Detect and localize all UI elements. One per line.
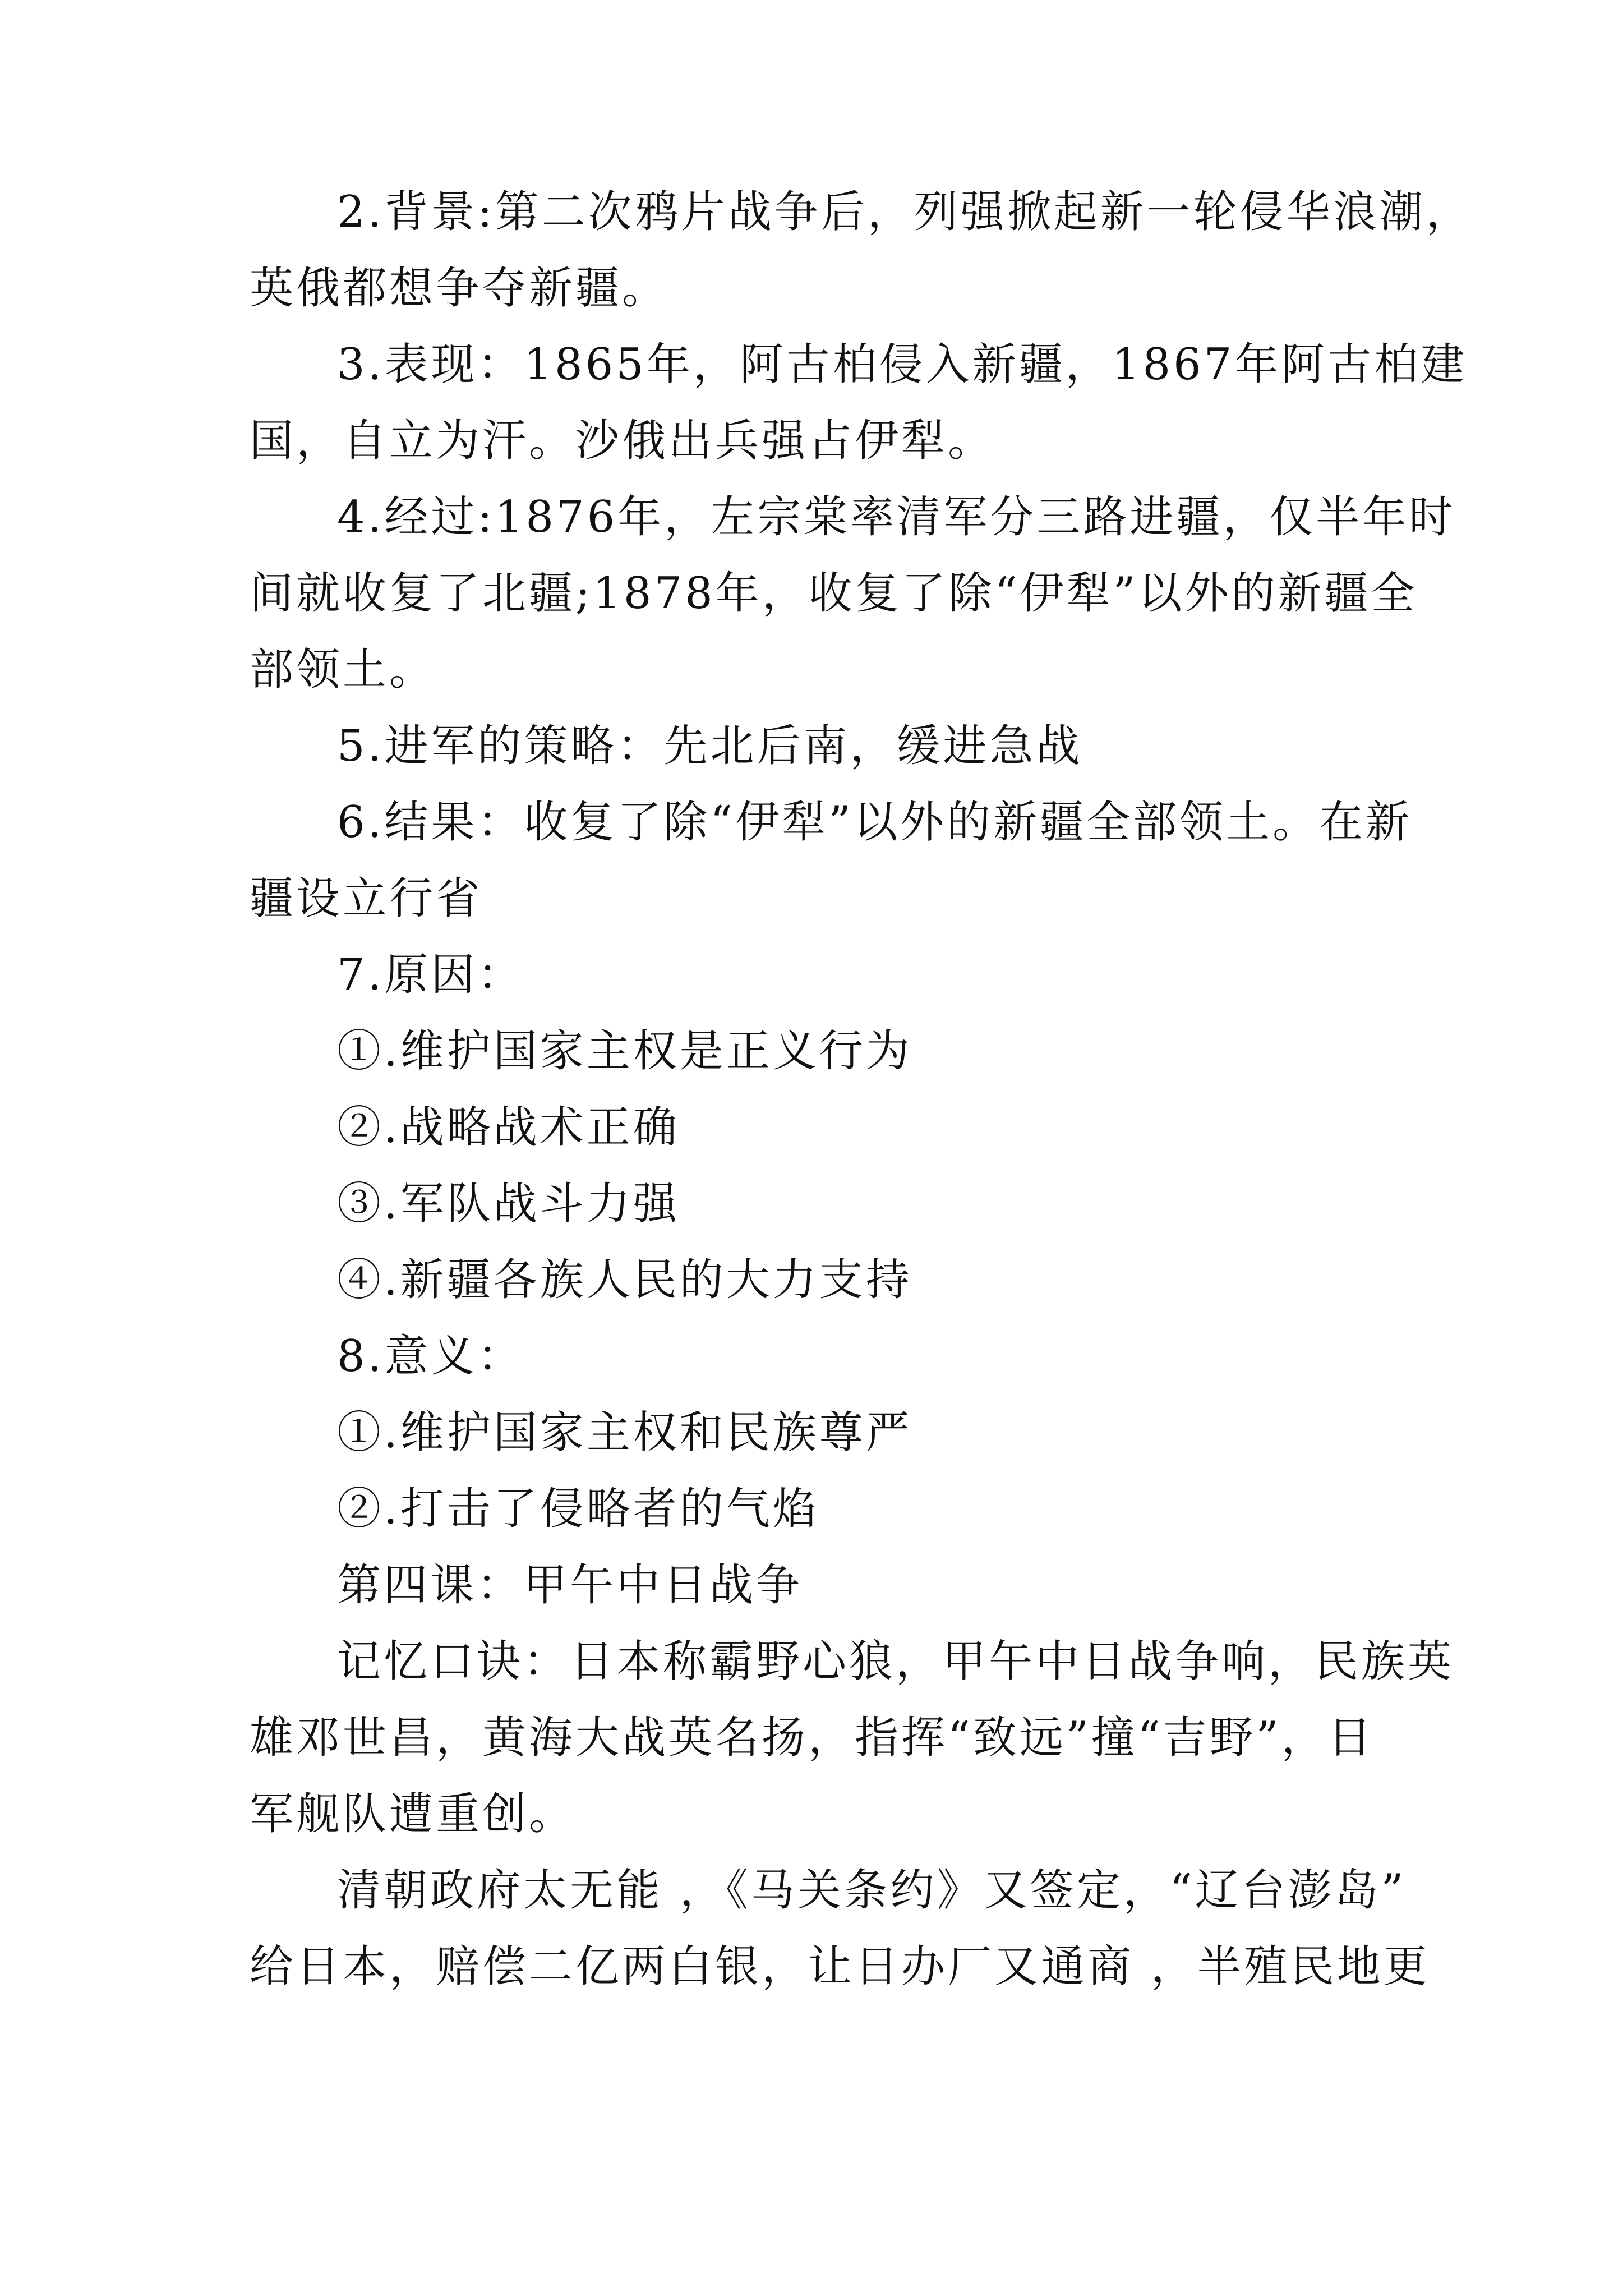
text-line: 5.进军的策略：先北后南，缓进急战: [337, 721, 1083, 771]
list-item: ②.打击了侵略者的气焰: [337, 1484, 819, 1534]
list-item: ①.维护国家主权和民族尊严: [337, 1407, 912, 1458]
text-line: 清朝政府太无能 ，《马关条约》又签定，“辽台澎岛”: [337, 1865, 1407, 1916]
text-line: 6.结果：收复了除“伊犁”以外的新疆全部领土。在新: [337, 797, 1413, 848]
section-heading: 第四课：甲午中日战争: [337, 1560, 803, 1611]
list-item: ④.新疆各族人民的大力支持: [337, 1255, 912, 1305]
text-line: 疆设立行省: [250, 873, 483, 924]
list-item: ③.军队战斗力强: [337, 1179, 680, 1229]
text-line: 4.经过:1876年，左宗棠率清军分三路进疆，仅半年时: [337, 492, 1456, 542]
text-line: 7.原因：: [337, 950, 524, 1000]
list-item: ①.维护国家主权是正义行为: [337, 1026, 912, 1076]
list-item: ②.战略战术正确: [337, 1102, 680, 1153]
text-line: 8.意义：: [337, 1331, 524, 1382]
text-line: 3.表现：1865年，阿古柏侵入新疆，1867年阿古柏建: [337, 339, 1468, 390]
text-line: 间就收复了北疆;1878年，收复了除“伊犁”以外的新疆全: [250, 568, 1418, 619]
text-line: 2.背景:第二次鸦片战争后，列强掀起新一轮侵华浪潮，: [337, 187, 1473, 237]
text-line: 部领土。: [250, 645, 436, 695]
text-line: 记忆口诀：日本称霸野心狼，甲午中日战争响，民族英: [337, 1636, 1455, 1687]
text-line: 雄邓世昌，黄海大战英名扬，指挥“致远”撞“吉野”，日: [250, 1713, 1375, 1763]
text-line: 给日本，赔偿二亿两白银，让日办厂又通商 ，半殖民地更: [250, 1941, 1430, 1992]
text-line: 英俄都想争夺新疆。: [250, 263, 669, 314]
text-line: 军舰队遭重创。: [250, 1789, 576, 1839]
text-line: 国，自立为汗。沙俄出兵强占伊犁。: [250, 416, 995, 466]
